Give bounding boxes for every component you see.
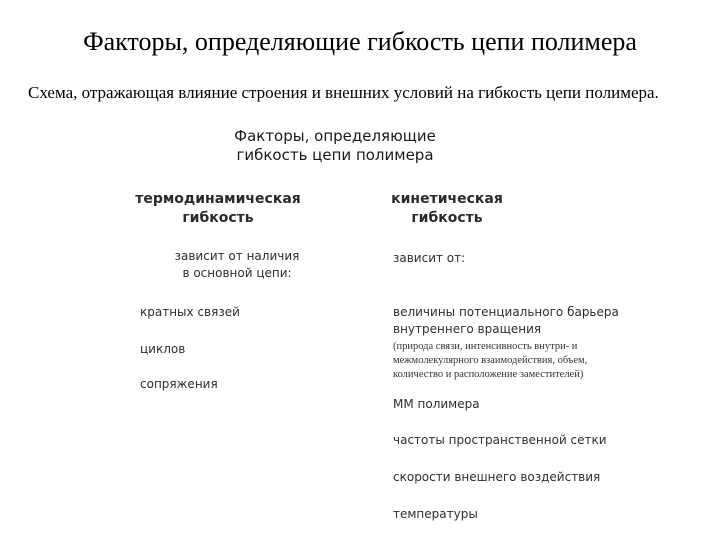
scheme-heading-line-1: Факторы, определяющие — [234, 127, 436, 145]
kinetic-heading-line-2: гибкость — [411, 210, 483, 226]
kinetic-barrier-note-line-1: (природа связи, интенсивность внутри- и — [393, 341, 578, 352]
slide-caption: Схема, отражающая влияние строения и внешних условий на гибкость цепи полимера. — [28, 83, 659, 102]
kinetic-factor-item: ММ полимера — [393, 397, 480, 411]
kinetic-heading-line-1: кинетическая — [391, 191, 503, 207]
kinetic-barrier-note-line-2: межмолекулярного взаимодействия, объем, — [393, 355, 588, 366]
kinetic-barrier-note-line-3: количество и расположение заместителей) — [393, 369, 584, 380]
thermodynamic-factor-item: циклов — [140, 342, 186, 356]
kinetic-factor-item: частоты пространственной сетки — [393, 433, 607, 447]
thermodynamic-factor-item: сопряжения — [140, 377, 218, 391]
kinetic-barrier-line-1: величины потенциального барьера — [393, 305, 619, 319]
thermodynamic-heading-line-1: термодинамическая — [135, 191, 301, 207]
thermodynamic-factor-item: кратных связей — [140, 305, 240, 319]
thermodynamic-heading-line-2: гибкость — [182, 210, 254, 226]
thermodynamic-depends-line-2: в основной цепи: — [182, 266, 292, 280]
scheme-heading-line-2: гибкость цепи полимера — [236, 146, 434, 164]
kinetic-depends: зависит от: — [393, 251, 466, 265]
kinetic-barrier-line-2: внутреннего вращения — [393, 322, 542, 336]
kinetic-factor-item: температуры — [393, 507, 478, 521]
thermodynamic-depends-line-1: зависит от наличия — [174, 249, 300, 263]
kinetic-factor-item: скорости внешнего воздействия — [393, 470, 601, 484]
slide-title: Факторы, определяющие гибкость цепи полимера — [83, 27, 637, 56]
